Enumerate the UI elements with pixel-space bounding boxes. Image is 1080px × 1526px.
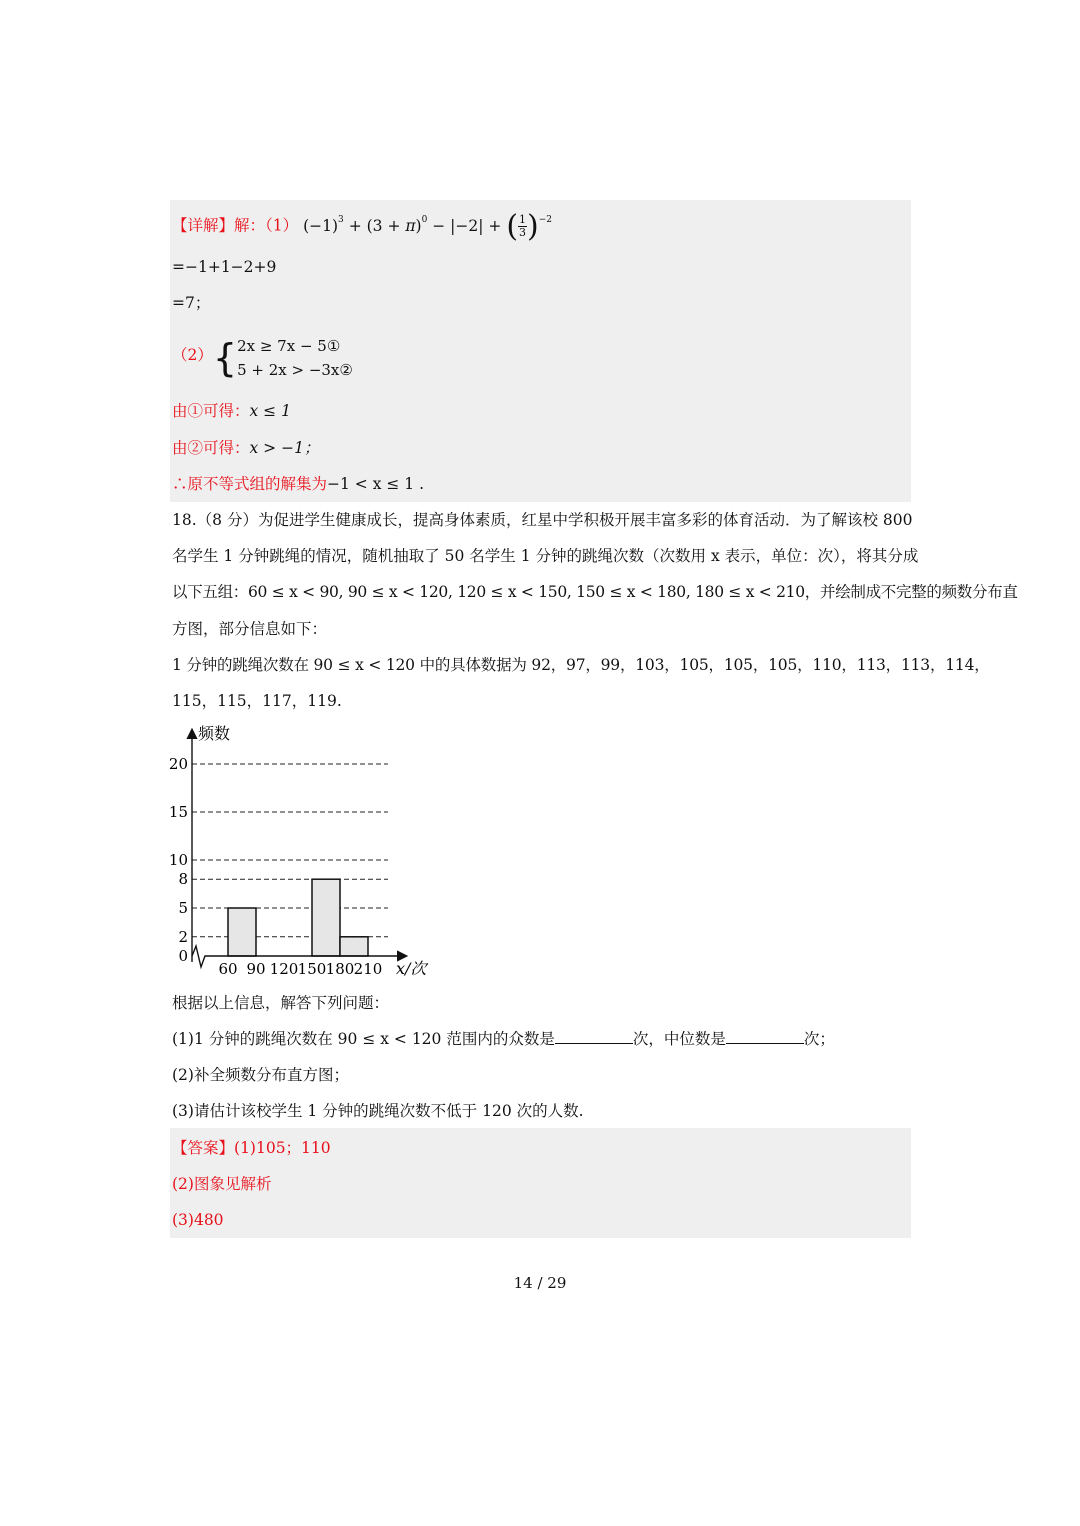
x-tick-label: 150 [297,960,327,978]
brace-icon: { [212,336,238,380]
answer-line-1 [172,1138,331,1158]
axes [192,732,404,967]
page-number: 14 / 29 [513,1274,567,1292]
question-line-5: 1 分钟的跳绳次数在 90 ≤ x < 120 中的具体数据为 92，97，99，103，105，105，105，110，113，113，114， [172,656,990,674]
conclusion-value: −1 < x ≤ 1 . [327,475,425,493]
question-line-4: 方图，部分信息如下： [172,620,328,638]
expression-1: $(-1)^3 + (3 + \pi)^0 - |-2|$ + ( $\frac{1}{3})^{-2}$ [303,208,553,244]
answer-tag: 【答案】 [172,1139,235,1157]
answer-2: (2)图象见解析 [172,1175,272,1193]
question-line-2: 名学生 1 分钟跳绳的情况，随机抽取了 50 名学生 1 分钟的跳绳次数（次数用 x 表示，单位：次），将其分成 [172,547,919,565]
histogram-bar [340,937,368,956]
q1-part-c: 次； [803,1030,835,1048]
histogram-bar [312,879,340,956]
answer-1: (1)105；110 [234,1139,331,1157]
q1-part-b: 次，中位数是 [632,1030,726,1048]
y-tick-label: 10 [168,851,188,869]
x-tick-label: 120 [269,960,299,978]
question-line-1: 18.（8 分）为促进学生健康成长，提高身体素质，红星中学积极开展丰富多彩的体育活动．为了解该校 800 [172,511,913,529]
answer-blank-median[interactable] [726,1029,804,1044]
answer-3: (3)480 [172,1211,224,1229]
q1-part-a: (1)1 分钟的跳绳次数在 90 ≤ x < 120 范围内的众数是 [172,1030,555,1048]
frequency-histogram [160,718,450,983]
question-line-6: 115，115，117，119. [172,692,342,710]
detail-tag: 【详解】 [172,216,235,235]
detail-prefix: 解：（1） [234,216,299,235]
question-3: (3)请估计该校学生 1 分钟的跳绳次数不低于 120 次的人数. [172,1102,584,1120]
from1-value: x ≤ 1 [249,402,291,420]
x-axis-label: x/次 [396,959,427,978]
question-2: (2)补全频数分布直方图； [172,1066,349,1084]
inequality-2: 5 + 2x > −3x② [237,361,353,379]
grid-lines [192,764,388,937]
answer-blank-mode[interactable] [555,1029,633,1044]
y-tick-label: 8 [178,870,188,889]
question-line-3: 以下五组：60 ≤ x < 90, 90 ≤ x < 120, 120 ≤ x < 150, 150 ≤ x < 180, 180 ≤ x < 210，并绘制成不完整的频数分布直 [172,583,1018,601]
from-1-line [172,401,291,421]
inequality-lines [237,334,353,382]
y-tick-label: 5 [178,899,188,917]
from2-value: x > −1； [249,439,320,457]
inequality-system [172,334,353,382]
y-tick-label: 0 [178,947,188,965]
from-2-line [172,438,319,458]
ask-intro: 根据以上信息，解答下列问题： [172,994,390,1012]
from2-label: 由②可得： [172,439,250,457]
x-tick-label: 180 [325,960,355,978]
solution-line-1 [172,208,553,244]
from1-label: 由①可得： [172,402,250,420]
x-tick-label: 90 [246,960,266,978]
y-axis-label: 频数 [198,724,231,743]
solution-step-2: =7； [172,294,211,312]
histogram-bars [228,879,368,956]
y-tick-label: 2 [178,927,188,946]
x-tick-label: 60 [218,960,238,978]
histogram-bar [228,908,256,956]
y-tick-label: 15 [168,803,188,821]
solution-step-1: =−1+1−2+9 [172,258,277,276]
conclusion-label: ∴原不等式组的解集为 [172,475,328,493]
y-tick-label: 20 [168,755,188,773]
conclusion-line [172,474,424,494]
inequality-1: 2x ≥ 7x − 5① [237,337,341,355]
x-tick-label: 210 [353,960,383,978]
part2-label: （2） [172,346,213,364]
question-1 [172,1029,835,1049]
